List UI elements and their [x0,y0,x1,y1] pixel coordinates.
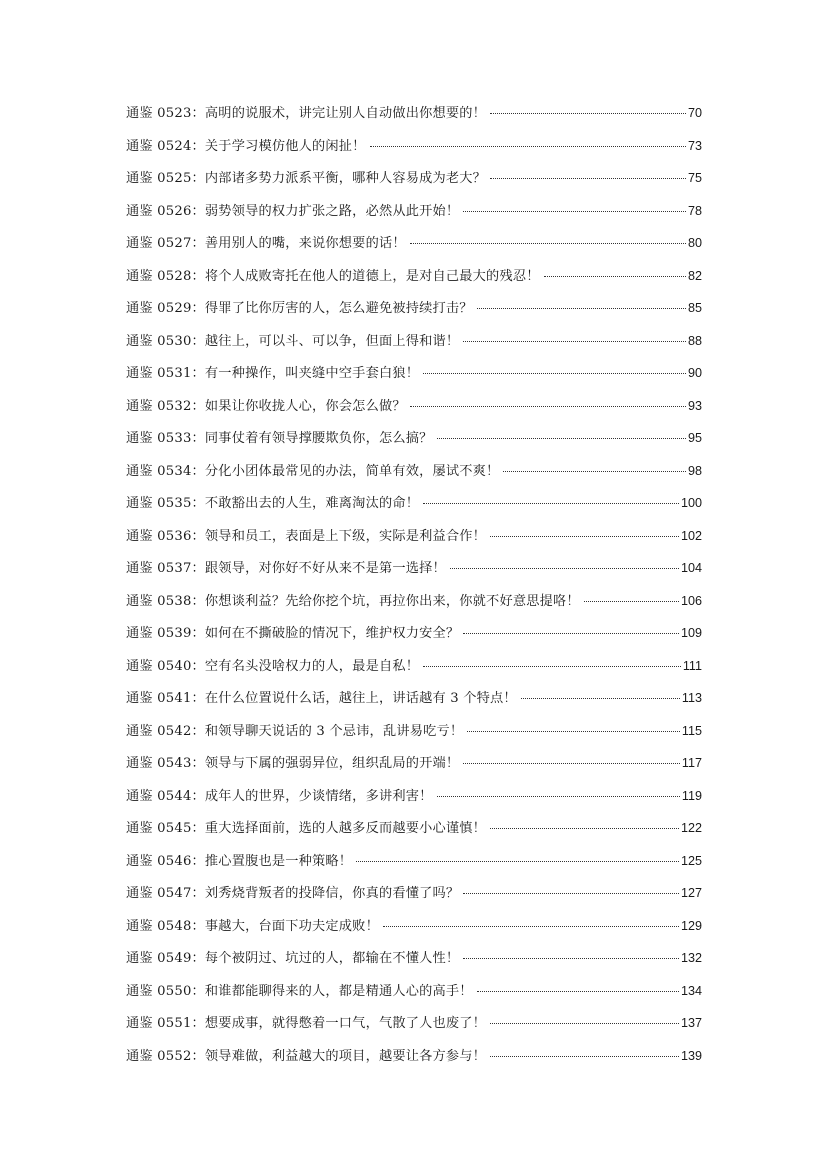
toc-dot-leader [490,536,679,537]
toc-entry[interactable] [126,682,702,715]
toc-entry[interactable] [126,357,702,390]
toc-entry[interactable] [126,325,702,358]
toc-page-number: 75 [687,171,702,185]
toc-dot-leader [490,178,686,179]
toc-dot-leader [521,698,680,699]
toc-entry-title: 通鉴 0542：和领导聊天说话的 3 个忌讳，乱讲易吃亏！ [126,723,464,739]
toc-page-number: 88 [687,333,702,348]
toc-entry-title: 通鉴 0529：得罪了比你厉害的人，怎么避免被持续打击？ [126,301,473,316]
toc-page-number: 132 [680,951,702,965]
toc-entry[interactable] [126,650,702,683]
toc-page-number: 73 [687,138,702,153]
toc-page-number: 109 [680,626,702,640]
toc-entry-title: 通鉴 0531：有一种操作，叫夹缝中空手套白狼！ [126,366,420,381]
toc-entry-title: 通鉴 0550：和谁都能聊得来的人，都是精通人心的高手！ [126,983,473,999]
toc-entry-title: 通鉴 0552：领导难做，利益越大的项目，越要让各方参与！ [126,1048,487,1064]
toc-entry[interactable] [126,910,702,943]
toc-page-number: 90 [687,366,702,380]
toc-dot-leader [463,763,680,764]
toc-entry-title: 通鉴 0524：关于学习模仿他人的闲扯！ [126,138,366,154]
toc-page-number: 85 [687,301,702,315]
toc-dot-leader [463,893,679,894]
toc-entry-title: 通鉴 0525：内部诸多势力派系平衡，哪种人容易成为老大？ [126,171,487,186]
toc-entry[interactable] [126,715,702,748]
toc-dot-leader [463,211,686,212]
toc-entry-title: 通鉴 0536：领导和员工，表面是上下级，实际是利益合作！ [126,528,487,544]
toc-entry[interactable] [126,162,702,195]
toc-page-number: 129 [680,918,702,933]
toc-entry-title: 通鉴 0535：不敢豁出去的人生，难离淘汰的命！ [126,496,420,511]
toc-dot-leader [463,958,679,959]
toc-dot-leader [490,113,686,114]
toc-entry[interactable] [126,422,702,455]
toc-entry[interactable] [126,260,702,293]
toc-page-number: 137 [680,1016,702,1030]
toc-dot-leader [490,828,679,829]
toc-entry[interactable] [126,227,702,260]
toc-entry[interactable] [126,520,702,553]
toc-entry[interactable] [126,877,702,910]
toc-entry[interactable] [126,292,702,325]
toc-entry-title: 通鉴 0532：如果让你收拢人心，你会怎么做？ [126,398,406,414]
toc-dot-leader [423,666,681,667]
toc-entry[interactable] [126,1007,702,1040]
toc-entry[interactable] [126,942,702,975]
toc-entry-title: 通鉴 0548：事越大，台面下功夫定成败！ [126,918,379,934]
toc-dot-leader [437,438,686,439]
table-of-contents [126,97,702,1072]
toc-page-number: 78 [687,203,702,218]
toc-entry-title: 通鉴 0543：领导与下属的强弱异位，组织乱局的开端！ [126,756,460,771]
toc-entry-title: 通鉴 0533：同事仗着有领导撑腰欺负你，怎么搞？ [126,431,433,446]
toc-entry-title: 通鉴 0549：每个被阴过、坑过的人，都输在不懂人性！ [126,951,460,966]
toc-dot-leader [477,991,679,992]
toc-page-number: 98 [687,463,702,478]
toc-page-number: 139 [680,1048,702,1063]
toc-entry-title: 通鉴 0526：弱势领导的权力扩张之路，必然从此开始！ [126,203,460,219]
toc-dot-leader [584,601,679,602]
toc-page-number: 122 [680,821,702,835]
toc-page-number: 117 [681,756,702,770]
toc-dot-leader [463,341,686,342]
toc-entry[interactable] [126,130,702,163]
toc-page-number: 93 [687,398,702,413]
toc-entry[interactable] [126,617,702,650]
toc-page-number: 115 [681,723,702,738]
toc-page-number: 113 [681,691,702,705]
toc-entry[interactable] [126,97,702,130]
toc-dot-leader [437,796,680,797]
toc-entry[interactable] [126,1040,702,1073]
toc-entry-title: 通鉴 0544：成年人的世界，少谈情绪，多讲利害！ [126,788,433,804]
toc-dot-leader [356,861,679,862]
toc-entry-title: 通鉴 0538：你想谈利益？先给你挖个坑，再拉你出来，你就不好意思提咯！ [126,593,580,609]
toc-page-number: 125 [680,853,702,868]
toc-page-number: 111 [682,658,702,673]
toc-page-number: 104 [680,561,702,575]
toc-page-number: 102 [680,528,702,543]
toc-entry-title: 通鉴 0551：想要成事，就得憋着一口气，气散了人也废了！ [126,1016,487,1031]
toc-entry[interactable] [126,975,702,1008]
toc-dot-leader [467,731,680,732]
toc-entry-title: 通鉴 0528：将个人成败寄托在他人的道德上，是对自己最大的残忍！ [126,268,540,284]
toc-entry[interactable] [126,487,702,520]
toc-entry[interactable] [126,812,702,845]
toc-dot-leader [423,373,686,374]
toc-entry[interactable] [126,195,702,228]
toc-entry-title: 通鉴 0540：空有名头没啥权力的人，最是自私！ [126,658,420,674]
toc-entry-title: 通鉴 0547：刘秀烧背叛者的投降信，你真的看懂了吗？ [126,886,460,901]
toc-entry-title: 通鉴 0537：跟领导，对你好不好从来不是第一选择！ [126,561,446,576]
toc-dot-leader [450,568,679,569]
toc-page-number: 70 [687,106,702,120]
toc-page-number: 82 [687,268,702,283]
toc-dot-leader [490,1056,679,1057]
toc-entry[interactable] [126,455,702,488]
toc-page-number: 100 [680,496,702,510]
toc-dot-leader [370,146,686,147]
toc-entry[interactable] [126,747,702,780]
toc-entry[interactable] [126,845,702,878]
toc-entry-title: 通鉴 0541：在什么位置说什么话，越往上，讲话越有 3 个特点！ [126,691,517,706]
toc-entry[interactable] [126,390,702,423]
toc-dot-leader [410,406,686,407]
toc-dot-leader [423,503,679,504]
toc-page-number: 134 [680,983,702,998]
toc-dot-leader [544,276,686,277]
toc-dot-leader [490,1023,679,1024]
toc-entry[interactable] [126,585,702,618]
toc-dot-leader [477,308,686,309]
toc-entry[interactable] [126,552,702,585]
toc-entry[interactable] [126,780,702,813]
toc-dot-leader [503,471,686,472]
toc-entry-title: 通鉴 0545：重大选择面前，选的人越多反而越要小心谨慎！ [126,821,487,836]
toc-entry-title: 通鉴 0530：越往上，可以斗、可以争，但面上得和谐！ [126,333,460,349]
toc-page-number: 80 [687,236,702,250]
toc-page-number: 127 [680,886,702,900]
toc-dot-leader [410,243,686,244]
toc-entry-title: 通鉴 0527：善用别人的嘴，来说你想要的话！ [126,236,406,251]
toc-entry-title: 通鉴 0534：分化小团体最常见的办法，简单有效，屡试不爽！ [126,463,500,479]
toc-entry-title: 通鉴 0546：推心置腹也是一种策略！ [126,853,353,869]
toc-page-number: 95 [687,431,702,445]
toc-entry-title: 通鉴 0539：如何在不撕破脸的情况下，维护权力安全？ [126,626,460,641]
toc-page-number: 106 [680,593,702,608]
toc-dot-leader [383,926,679,927]
toc-dot-leader [463,633,679,634]
toc-page-number: 119 [681,788,702,803]
toc-entry-title: 通鉴 0523：高明的说服术，讲完让别人自动做出你想要的！ [126,106,487,121]
